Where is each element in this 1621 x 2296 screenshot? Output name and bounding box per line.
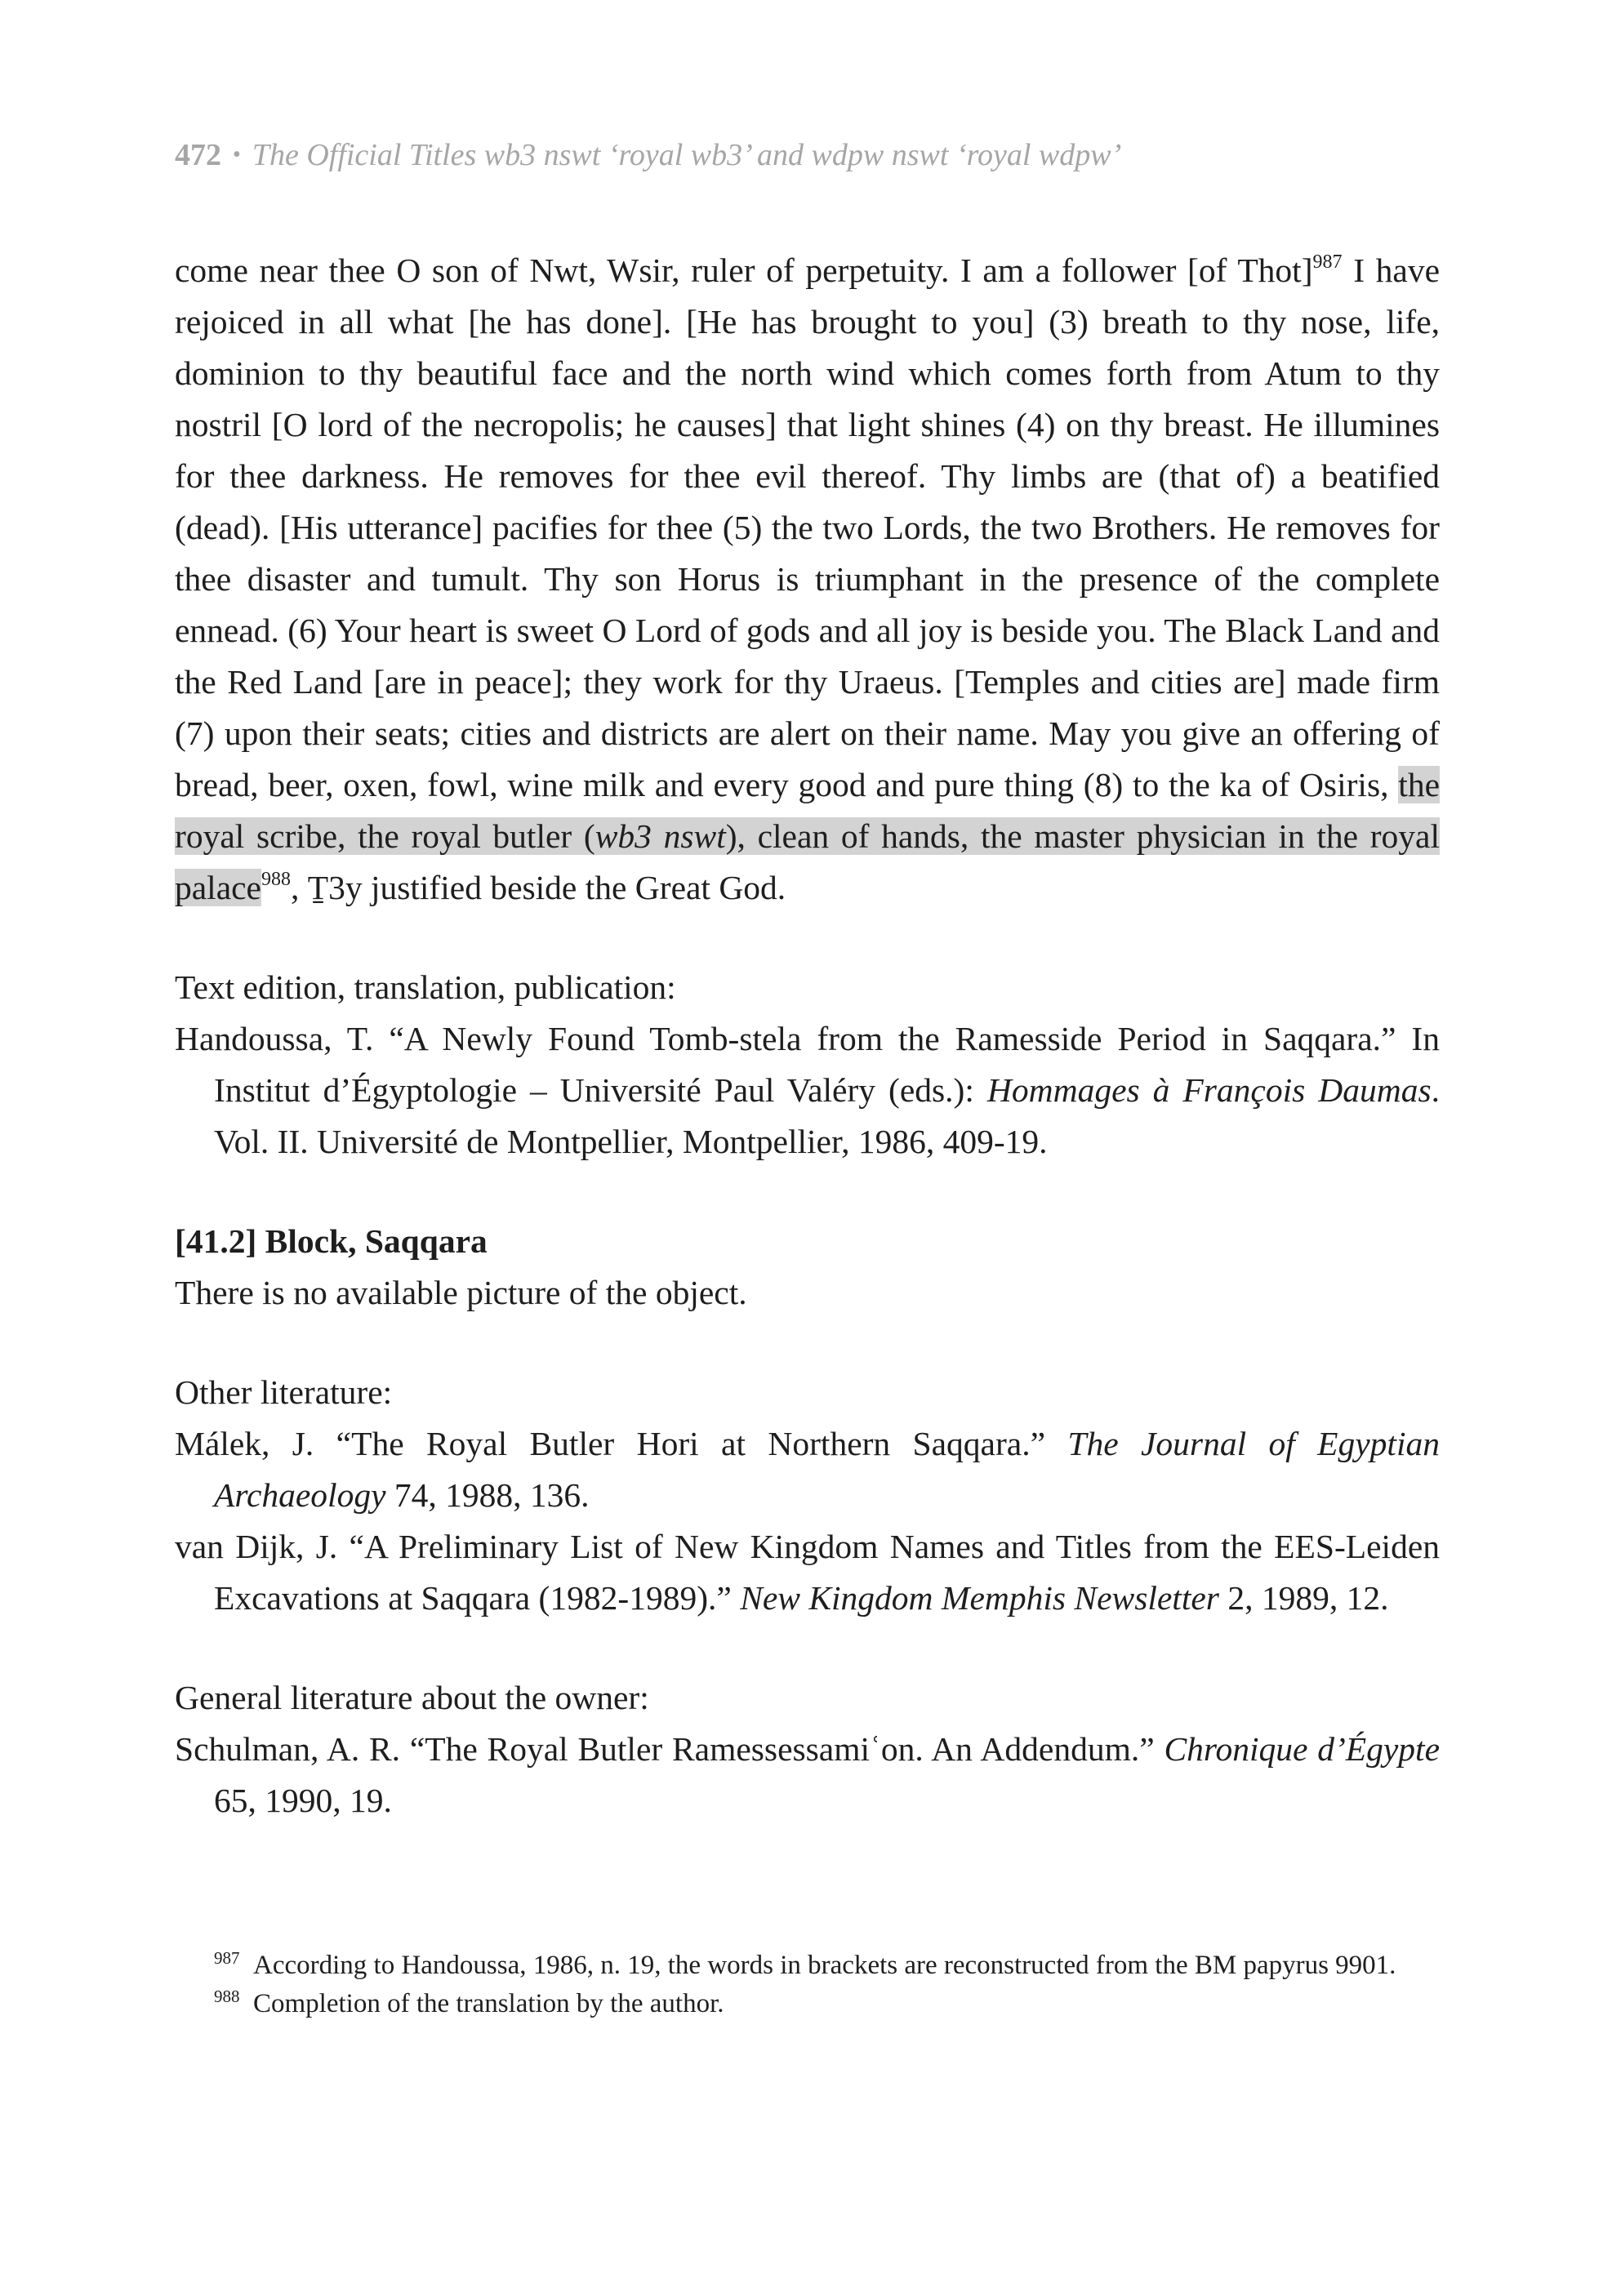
ref-text: 2, 1989, 12. [1218,1579,1389,1617]
no-picture-note: There is no available picture of the object. [175,1274,747,1311]
translation-text-3: , Ṯ3y justified beside the Great God. [290,869,786,906]
publication-ref-title: Hommages à François Daumas [986,1071,1432,1109]
ref-text: 74, 1988, 136. [385,1476,590,1514]
footnotes [214,1947,1440,2023]
other-literature-label: Other literature: [175,1373,393,1411]
footnote-ref-988[interactable]: 988 [261,869,291,890]
translation-text-2: I have rejoiced in all what [he has done]. [He has brought to you] (3) breath to thy nose, life, dominion to thy beautiful face and the north wind which comes forth from Atum to thy nostril [O lord of the necropolis; he causes] that light shines (4) on thy breast. He illumines for thee darkness. He removes for thee evil thereof. Thy limbs are (that of) a beatified (dead). [His utterance] pacifies for thee (5) the two Lords, the two Brothers. He removes for thee disaster and tumult. Thy son Horus is triumphant in the presence of the complete ennead. (6) Your heart is sweet O Lord of gods and all joy is beside you. The Black Land and the Red Land [are in peace]; they work for thy Uraeus. [Temples and cities are] made firm (7) upon their seats; cities and districts are alert on their name. May you give an offering of bread, beer, oxen, fowl, wine milk and every good and pure thing (8) to the ka of Osiris, [175,251,1440,803]
ref-journal: New Kingdom Memphis Newsletter [740,1579,1219,1617]
block-section [175,1216,1440,1319]
highlight-text-1: the royal scribe, the royal butler ( [175,766,1440,855]
main-text [175,245,1440,1827]
footnote-text: According to Handoussa, 1986, n. 19, the words in brackets are reconstructed from the BM papyrus 9901. [253,1951,1396,1980]
bullet-separator: • [233,142,241,167]
footnote-text: Completion of the translation by the author. [253,1989,724,2018]
translation-paragraph [175,245,1440,914]
ref-journal: The Journal of Egyptian Archaeology [214,1425,1440,1514]
running-head [175,137,1121,173]
ref-journal: Chronique d’Égypte [1164,1730,1441,1768]
section-heading: [41.2] Block, Saqqara [175,1222,488,1260]
reference-schulman [175,1724,1440,1827]
ref-text: Málek, J. “The Royal Butler Hori at Northern Saqqara.” [175,1425,1068,1462]
reference-malek [175,1418,1440,1521]
publication-label: Text edition, translation, publication: [175,968,676,1006]
highlight-text-2: ), clean of hands, the master physician in the royal palace [175,817,1441,906]
footnote-ref-987[interactable]: 987 [1312,251,1343,273]
footnote-988: 988 Completion of the translation by the author. [214,1987,724,2018]
publication-ref-text-b: . Vol. II. Université de Montpellier, Montpellier, 1986, 409-19. [214,1071,1440,1160]
publication-reference [175,1013,1440,1168]
footnote-987: 987 According to Handoussa, 1986, n. 19, the words in brackets are reconstructed from the BM papyrus 9901. [214,1948,1396,1980]
ref-text: van Dijk, J. “A Preliminary List of New Kingdom Names and Titles from the EES-Leiden Excavations at Saqqara (1982-1989).” [175,1528,1440,1617]
general-literature-label: General literature about the owner: [175,1679,649,1716]
ref-text: Schulman, A. R. “The Royal Butler Ramessessamiʿon. An Addendum.” [175,1730,1165,1768]
running-title: The Official Titles wb3 nswt ‘royal wb3’ and wdpw nswt ‘royal wdpw’ [252,138,1122,172]
publication-ref-text-a: Handoussa, T. “A Newly Found Tomb-stela from the Ramesside Period in Saqqara.” In Institut d’Égyptologie – Université Paul Valéry (eds.): [175,1020,1440,1109]
general-literature-section [175,1672,1440,1827]
reference-van-dijk [175,1521,1440,1624]
other-literature-section [175,1367,1440,1624]
page-number: 472 [175,138,221,172]
translation-text-1: come near thee O son of Nwt, Wsir, ruler of perpetuity. I am a follower [of Thot] [175,251,1313,289]
highlight-italic-title: wb3 nswt [595,817,726,855]
ref-text: 65, 1990, 19. [214,1782,392,1819]
publication-section [175,962,1440,1168]
